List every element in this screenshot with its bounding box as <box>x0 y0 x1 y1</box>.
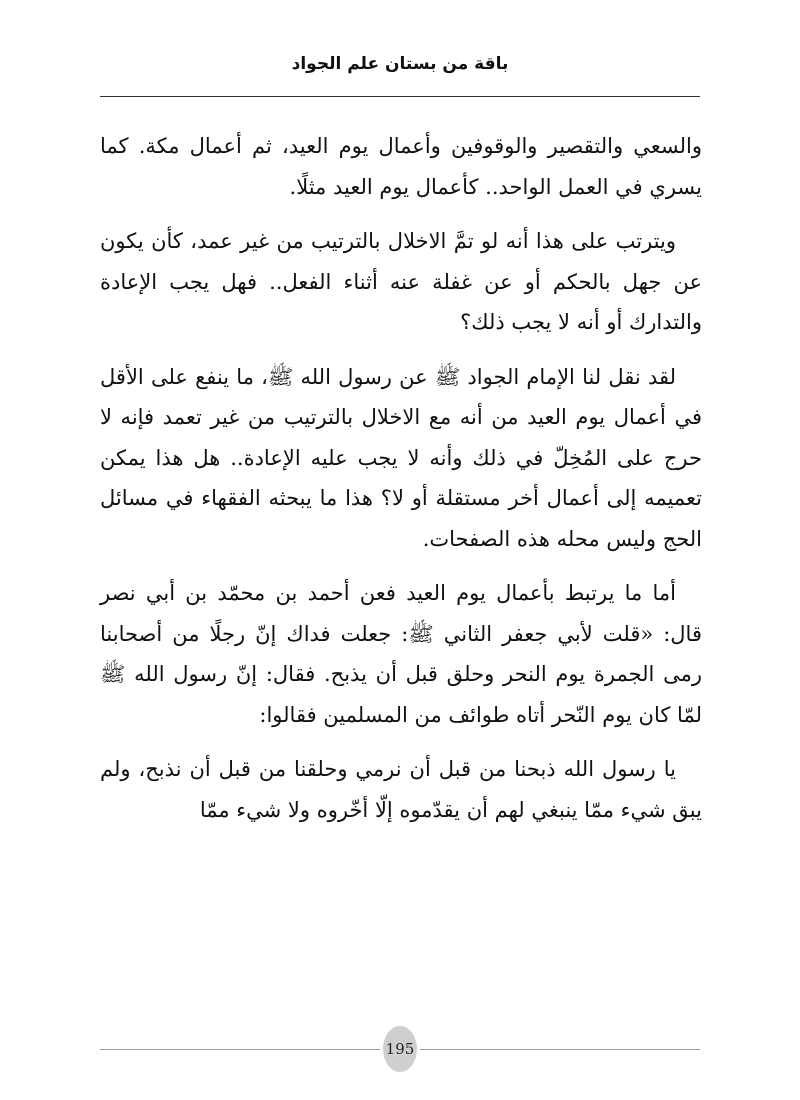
paragraph-5: يا رسول الله ذبحنا من قبل أن نرمي وحلقنا من قبل أن نذبح، ولم يبق شيء ممّا ينبغي لهم أن يقدّموه إلّا أخّروه ولا شيء ممّا <box>100 757 702 822</box>
header-divider <box>100 96 700 97</box>
paragraph-4: أما ما يرتبط بأعمال يوم العيد فعن أحمد بن محمّد بن أبي نصر قال: «قلت لأبي جعفر الثاني ﷺ: جعلت فداك إنّ رجلًا من أصحابنا رمى الجمرة يوم النحر وحلق قبل أن يذبح. فقال: إنّ رسول الله ﷺ لمّا كان يوم النّحر أتاه طوائف من المسلمين فقالوا: <box>100 581 702 727</box>
main-text <box>100 126 702 830</box>
page-number-badge <box>383 1026 417 1072</box>
page-number: 195 <box>385 1040 415 1058</box>
footer-divider-right <box>420 1049 700 1050</box>
footer-divider-left <box>100 1049 380 1050</box>
paragraph-2: ويترتب على هذا أنه لو تمَّ الاخلال بالترتيب من غير عمد، كأن يكون عن جهل بالحكم أو عن غفلة عنه أثناء الفعل.. فهل يجب الإعادة والتدارك أو أنه لا يجب ذلك؟ <box>100 229 702 334</box>
paragraph-1: والسعي والتقصير والوقوفين وأعمال يوم العيد، ثم أعمال مكة. كما يسري في العمل الواحد.. كأعمال يوم العيد مثلًا. <box>100 134 702 199</box>
page-header-title: باقة من بستان علم الجواد <box>291 54 509 74</box>
paragraph-3: لقد نقل لنا الإمام الجواد ﷺ عن رسول الله ﷺ، ما ينفع على الأقل في أعمال يوم العيد من أنه مع الاخلال بالترتيب من غير تعمد فإنه لا حرج على المُخِلّ في ذلك وأنه لا يجب عليه الإعادة.. هل هذا يمكن تعميمه إلى أعمال أخر مستقلة أو لا؟ هذا ما يبحثه الفقهاء في مسائل الحج وليس محله هذه الصفحات. <box>100 364 702 551</box>
